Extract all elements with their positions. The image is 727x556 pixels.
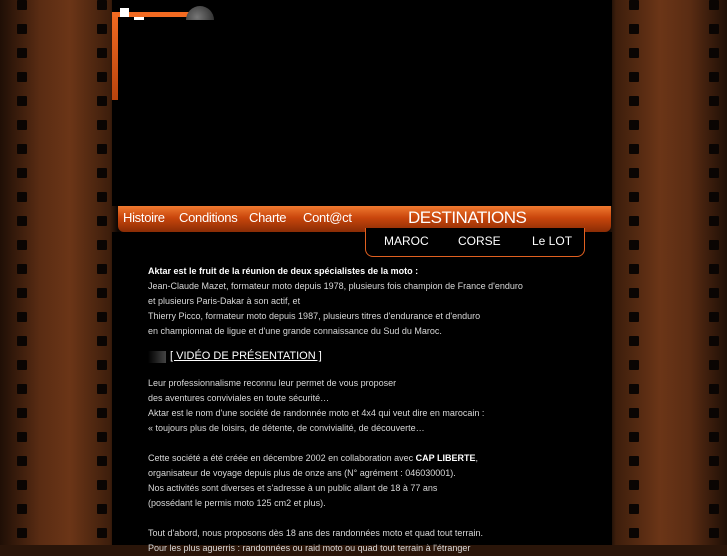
dest-item-corse[interactable]: CORSE — [458, 234, 501, 248]
film-hole — [97, 144, 107, 154]
film-hole — [17, 24, 27, 34]
film-hole — [97, 288, 107, 298]
film-hole — [709, 264, 719, 274]
film-hole — [709, 96, 719, 106]
film-hole — [17, 312, 27, 322]
film-hole — [629, 264, 639, 274]
film-hole — [709, 240, 719, 250]
film-hole — [709, 0, 719, 10]
film-hole — [629, 384, 639, 394]
film-hole — [709, 24, 719, 34]
film-hole — [17, 168, 27, 178]
cap-liberte-name: CAP LIBERTE — [415, 453, 476, 463]
body-line: Aktar est le nom d'une société de randonnée moto et 4x4 qui veut dire en marocain : — [148, 408, 485, 418]
destinations-title: DESTINATIONS — [408, 208, 527, 227]
film-hole — [709, 144, 719, 154]
film-hole — [17, 240, 27, 250]
logo-square-icon — [120, 8, 129, 17]
intro-line: Thierry Picco, formateur moto depuis 1987, plusieurs titres d'endurance et d'enduro — [148, 311, 481, 321]
logo-dash-icon — [134, 17, 144, 20]
film-hole — [97, 480, 107, 490]
video-presentation-link[interactable]: [ VIDÉO DE PRÉSENTATION ] — [170, 350, 322, 362]
intro-heading: Aktar est le fruit de la réunion de deux spécialistes de la moto : — [148, 266, 419, 276]
film-hole — [629, 192, 639, 202]
film-hole — [629, 48, 639, 58]
film-hole — [709, 384, 719, 394]
film-hole — [709, 168, 719, 178]
film-hole — [629, 336, 639, 346]
film-holes-right-inner — [624, 0, 644, 545]
film-hole — [709, 120, 719, 130]
body-line: « toujours plus de loisirs, de détente, de convivialité, de découverte… — [148, 423, 425, 433]
header-banner — [112, 0, 612, 206]
film-hole — [97, 96, 107, 106]
film-holes-left — [12, 0, 32, 545]
film-hole — [629, 360, 639, 370]
film-hole — [97, 456, 107, 466]
film-hole — [629, 24, 639, 34]
film-hole — [97, 408, 107, 418]
film-holes-right — [704, 0, 724, 545]
film-hole — [97, 216, 107, 226]
film-hole — [17, 72, 27, 82]
dest-item-le-lot[interactable]: Le LOT — [532, 234, 573, 248]
film-hole — [709, 48, 719, 58]
film-hole — [17, 120, 27, 130]
film-hole — [17, 504, 27, 514]
film-hole — [709, 432, 719, 442]
intro-line: en championnat de ligue et d'une grande connaissance du Sud du Maroc. — [148, 326, 442, 336]
body-line: Tout d'abord, nous proposons dès 18 ans des randonnées moto et quad tout terrain. — [148, 528, 483, 538]
film-hole — [17, 144, 27, 154]
film-hole — [629, 480, 639, 490]
intro-line: et plusieurs Paris-Dakar à son actif, et — [148, 296, 301, 306]
dest-item-maroc[interactable]: MAROC — [384, 234, 429, 248]
nav-item-histoire[interactable]: Histoire — [123, 210, 165, 225]
nav-item-conditions[interactable]: Conditions — [179, 210, 238, 225]
film-hole — [17, 360, 27, 370]
film-hole — [709, 72, 719, 82]
video-bar-icon — [148, 351, 166, 363]
film-hole — [629, 168, 639, 178]
film-hole — [97, 192, 107, 202]
film-hole — [97, 312, 107, 322]
film-hole — [17, 480, 27, 490]
film-hole — [97, 240, 107, 250]
film-hole — [97, 0, 107, 10]
intro-text — [148, 264, 588, 339]
film-hole — [709, 480, 719, 490]
film-hole — [97, 360, 107, 370]
film-hole — [17, 216, 27, 226]
film-hole — [709, 408, 719, 418]
film-hole — [17, 456, 27, 466]
film-hole — [97, 24, 107, 34]
film-hole — [629, 72, 639, 82]
film-hole — [97, 336, 107, 346]
film-hole — [17, 96, 27, 106]
film-hole — [97, 48, 107, 58]
film-hole — [17, 0, 27, 10]
film-hole — [629, 456, 639, 466]
film-hole — [709, 312, 719, 322]
film-hole — [629, 408, 639, 418]
film-hole — [709, 504, 719, 514]
film-hole — [17, 288, 27, 298]
film-hole — [17, 48, 27, 58]
film-hole — [629, 432, 639, 442]
film-hole — [17, 432, 27, 442]
nav-item-contact[interactable]: Cont@ct — [303, 210, 352, 225]
film-hole — [709, 456, 719, 466]
body-line: Leur professionnalisme reconnu leur permet de vous proposer — [148, 378, 397, 388]
body-text-segment: Cette société a été créée en décembre 2002 en collaboration avec — [148, 453, 416, 463]
film-hole — [97, 168, 107, 178]
film-hole — [97, 432, 107, 442]
film-hole — [97, 264, 107, 274]
logo-accent-vertical — [112, 12, 118, 100]
film-hole — [709, 216, 719, 226]
body-line: (possédant le permis moto 125 cm2 et plus). — [148, 498, 326, 508]
film-hole — [97, 384, 107, 394]
film-holes-left-inner — [92, 0, 112, 545]
film-hole — [629, 312, 639, 322]
film-hole — [629, 528, 639, 538]
film-hole — [709, 288, 719, 298]
film-hole — [17, 408, 27, 418]
film-hole — [17, 192, 27, 202]
film-hole — [97, 528, 107, 538]
film-hole — [629, 240, 639, 250]
film-hole — [709, 528, 719, 538]
body-line: Nos activités sont diverses et s'adresse à un public allant de 18 à 77 ans — [148, 483, 438, 493]
body-text — [148, 376, 588, 556]
film-hole — [17, 264, 27, 274]
film-hole — [709, 360, 719, 370]
film-hole — [17, 384, 27, 394]
body-line: des aventures conviviales en toute sécurité… — [148, 393, 330, 403]
film-hole — [629, 144, 639, 154]
film-hole — [709, 336, 719, 346]
body-line: organisateur de voyage depuis plus de onze ans (N° agrément : 046030001). — [148, 468, 456, 478]
film-hole — [629, 120, 639, 130]
body-line: Pour les plus aguerris : randonnées ou raid moto ou quad tout terrain à l'étranger — [148, 543, 471, 553]
film-hole — [97, 72, 107, 82]
nav-item-charte[interactable]: Charte — [249, 210, 287, 225]
film-hole — [17, 336, 27, 346]
intro-line: Jean-Claude Mazet, formateur moto depuis 1978, plusieurs fois champion de France d'enduro — [148, 281, 523, 291]
film-hole — [629, 504, 639, 514]
body-text-segment: , — [475, 453, 479, 463]
film-hole — [629, 216, 639, 226]
film-hole — [629, 0, 639, 10]
body-line — [148, 451, 588, 466]
film-hole — [17, 528, 27, 538]
film-hole — [709, 192, 719, 202]
film-hole — [629, 288, 639, 298]
film-hole — [629, 96, 639, 106]
film-hole — [97, 120, 107, 130]
film-hole — [97, 504, 107, 514]
